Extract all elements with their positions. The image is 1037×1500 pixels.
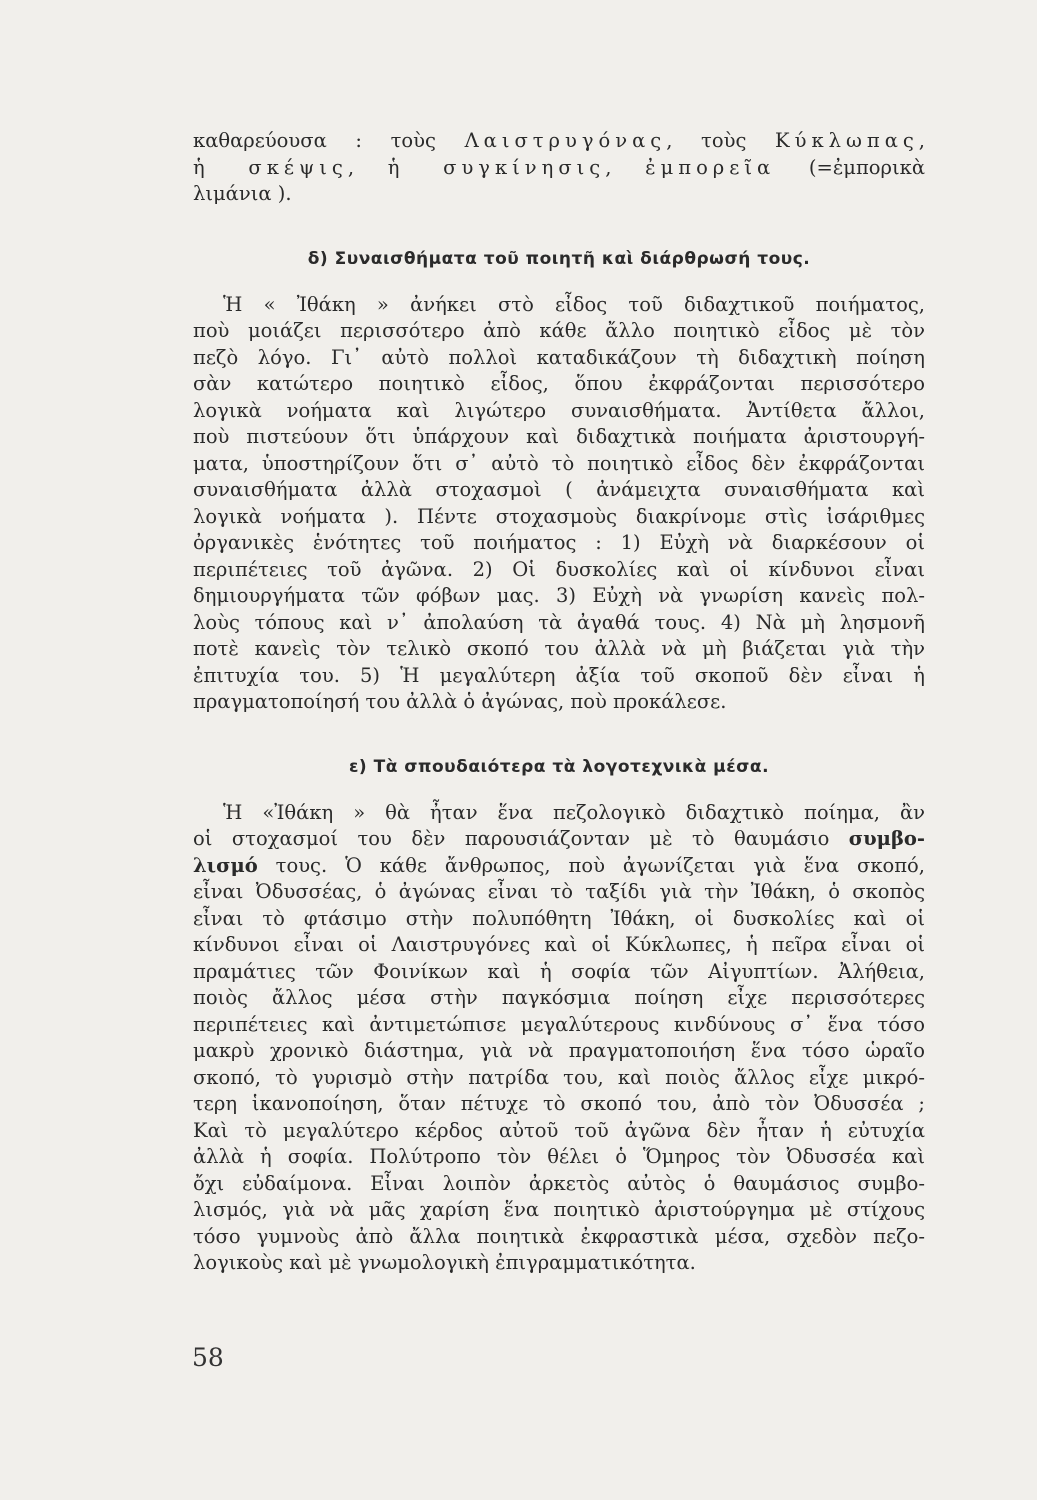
intro-text: ,: [918, 129, 925, 152]
spaced-word-laistrygonas: Λαιστρυγόνας: [464, 129, 667, 152]
section-d-line: λοὺς τόπους καὶ ν᾽ ἀπολαύση τὰ ἀγαθά τους. 4) Νὰ μὴ λησμονῆ: [193, 610, 925, 634]
section-d-heading: δ) Συναισθήματα τοῦ ποιητῆ καὶ διάρθρωσή τους.: [307, 248, 811, 269]
section-e-line: [193, 826, 925, 853]
section-e-line: λογικοὺς καὶ μὲ γνωμολογικὴ ἐπιγραμματικότητα.: [193, 1251, 696, 1274]
section-d-line: ὀργανικὲς ἑνότητες τοῦ ποιήματος : 1) Εὐχὴ νὰ διαρκέσουν οἱ: [193, 531, 925, 554]
section-e-line: πραμάτιες τῶν Φοινίκων καὶ ἡ σοφία τῶν Αἰγυπτίων. Ἀλήθεια,: [193, 959, 925, 983]
section-e-line: περιπέτειες καὶ ἀντιμετώπισε μεγαλύτερους κινδύνους σ᾽ ἕνα τόσο: [193, 1012, 925, 1036]
section-e-line: μακρὺ χρονικὸ διάστημα, γιὰ νὰ πραγματοποιήση ἕνα τόσο ὡραῖο: [193, 1039, 925, 1062]
section-e-line: σκοπό, τὸ γυρισμὸ στὴν πατρίδα του, καὶ ποιὸς ἄλλος εἶχε μικρό-: [193, 1065, 925, 1089]
intro-text: καθαρεύουσα : τοὺς: [193, 129, 465, 152]
bold-term: λισμό: [193, 853, 258, 877]
section-e-line: ποιὸς ἄλλος μέσα στὴν παγκόσμια ποίηση εἶχε περισσότερες: [193, 986, 925, 1009]
section-e-line: Καὶ τὸ μεγαλύτερο κέρδος αὐτοῦ τοῦ ἀγῶνα δὲν ἦταν ἡ εὐτυχία: [193, 1118, 925, 1142]
intro-text: , τοὺς: [666, 129, 776, 152]
page-body: [193, 128, 925, 1277]
spaced-word-emporeia: ἐμπορεῖα: [645, 155, 776, 179]
spaced-word-sygkinisis: ἡ συγκίνησις: [387, 155, 606, 179]
section-d-line: ποτὲ κανεὶς τὸν τελικὸ σκοπό του ἀλλὰ νὰ μὴ βιάζεται γιὰ τὴν: [193, 637, 925, 660]
section-e-heading: ε) Τὰ σπουδαιότερα τὰ λογοτεχνικὰ μέσα.: [348, 756, 770, 777]
section-d-line: συναισθήματα ἀλλὰ στοχασμοὶ ( ἀνάμειχτα συναισθήματα καὶ: [193, 478, 925, 501]
intro-text: ,: [347, 155, 388, 179]
bold-term: συμβο-: [848, 827, 925, 850]
spaced-word-skepsis: ἡ σκέψις: [193, 155, 348, 179]
spacer: [193, 716, 925, 754]
section-e-line: ἀλλὰ ἡ σοφία. Πολύτροπο τὸν θέλει ὁ Ὅμηρος τὸν Ὀδυσσέα καὶ: [193, 1145, 925, 1168]
section-d-line: ματα, ὑποστηρίζουν ὅτι σ᾽ αὐτὸ τὸ ποιητικὸ εἶδος δὲν ἐκφράζονται: [193, 451, 925, 475]
section-d-line: πεζὸ λόγο. Γι᾽ αὐτὸ πολλοὶ καταδικάζουν τὴ διδαχτικὴ ποίηση: [193, 345, 925, 369]
section-d-line: Ἡ « Ἰθάκη » ἀνήκει στὸ εἶδος τοῦ διδαχτικοῦ ποιήματος,: [223, 292, 925, 316]
spacer: [193, 780, 925, 800]
section-e-line: ὄχι εὐδαίμονα. Εἶναι λοιπὸν ἀρκετὸς αὐτὸς ὁ θαυμάσιος συμβο-: [193, 1171, 925, 1195]
section-d-line: περιπέτειες τοῦ ἀγῶνα. 2) Οἱ δυσκολίες καὶ οἱ κίνδυνοι εἶναι: [193, 557, 925, 581]
spacer: [193, 272, 925, 292]
section-e-text: τους. Ὁ κάθε ἄνθρωπος, ποὺ ἀγωνίζεται γιὰ ἕνα σκοπό,: [257, 853, 925, 877]
section-e-line: εἶναι τὸ φτάσιμο στὴν πολυπόθητη Ἰθάκη, οἱ δυσκολίες καὶ οἱ: [193, 906, 925, 930]
section-e-line: τόσο γυμνοὺς ἀπὸ ἄλλα ποιητικὰ ἐκφραστικὰ μέσα, σχεδὸν πεζο-: [193, 1224, 925, 1248]
section-d-line: λογικὰ νοήματα ). Πέντε στοχασμοὺς διακρίνομε στὶς ἰσάριθμες: [193, 504, 925, 528]
section-d-line: δημιουργήματα τῶν φόβων μας. 3) Εὐχὴ νὰ γνωρίση κανεὶς πολ-: [193, 584, 925, 607]
section-d-line: ποὺ μοιάζει περισσότερο ἀπὸ κάθε ἄλλο ποιητικὸ εἶδος μὲ τὸν: [193, 319, 925, 342]
spaced-word-kyklopas: Κύκλωπας: [775, 129, 919, 152]
section-e-line: εἶναι Ὀδυσσέας, ὁ ἀγώνας εἶναι τὸ ταξίδι γιὰ τὴν Ἰθάκη, ὁ σκοπὸς: [193, 880, 925, 903]
intro-line-3: λιμάνια ).: [193, 182, 292, 205]
section-e-line: τερη ἱκανοποίηση, ὅταν πέτυχε τὸ σκοπό του, ἀπὸ τὸν Ὀδυσσέα ;: [193, 1092, 925, 1115]
section-e-text: οἱ στοχασμοί του δὲν παρουσιάζονταν μὲ τὸ θαυμάσιο: [193, 827, 849, 850]
section-d-line: ποὺ πιστεύουν ὅτι ὑπάρχουν καὶ διδαχτικὰ ποιήματα ἀριστουργή-: [193, 425, 925, 448]
section-e-line: Ἡ «Ἰθάκη » θὰ ἦταν ἕνα πεζολογικὸ διδαχτικὸ ποίημα, ἂν: [223, 800, 925, 824]
intro-text: ,: [605, 155, 646, 179]
section-e-line: κίνδυνοι εἶναι οἱ Λαιστρυγόνες καὶ οἱ Κύκλωπες, ἡ πεῖρα εἶναι οἱ: [193, 933, 925, 956]
intro-line-1: [193, 128, 925, 155]
intro-line-2: [193, 155, 925, 182]
section-d-line: πραγματοποίησή του ἀλλὰ ὁ ἀγώνας, ποὺ προκάλεσε.: [193, 690, 727, 713]
page-number: 58: [192, 1343, 224, 1372]
section-d-line: σὰν κατώτερο ποιητικὸ εἶδος, ὅπου ἐκφράζονται περισσότερο: [193, 372, 925, 395]
section-e-line: λισμός, γιὰ νὰ μᾶς χαρίση ἕνα ποιητικὸ ἀριστούργημα μὲ στίχους: [193, 1198, 925, 1221]
intro-text: (=ἐμπορικὰ: [775, 155, 925, 179]
section-d-line: λογικὰ νοήματα καὶ λιγώτερο συναισθήματα. Ἀντίθετα ἄλλοι,: [193, 398, 925, 422]
section-d-line: ἐπιτυχία του. 5) Ἡ μεγαλύτερη ἀξία τοῦ σκοποῦ δὲν εἶναι ἡ: [193, 663, 925, 687]
section-e-line: [193, 853, 925, 880]
spacer: [193, 208, 925, 246]
